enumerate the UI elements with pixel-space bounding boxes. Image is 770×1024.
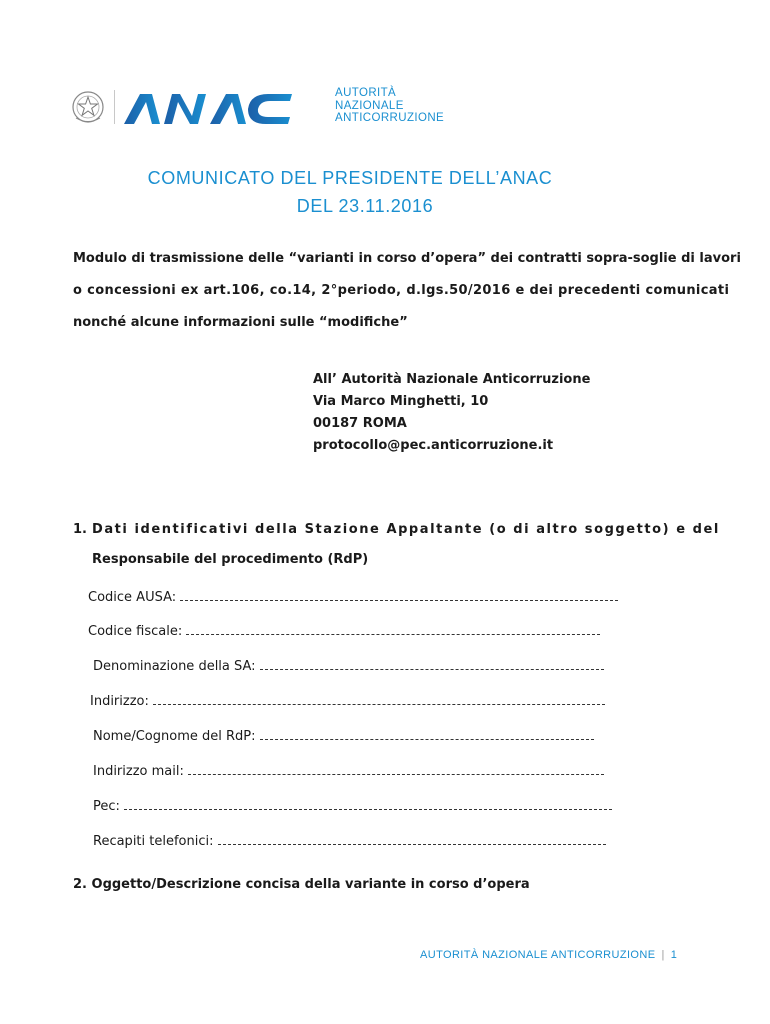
logo-text-line: AUTORITÀ [335,87,397,99]
field-codice-ausa [88,590,618,605]
document-title-date: DEL 23.11.2016 [296,196,434,216]
address-line: Via Marco Minghetti, 10 [313,394,489,409]
field-label: Codice AUSA: [88,590,177,605]
recapiti-input[interactable] [218,834,606,845]
section-1-heading: Dati identificativi della Stazione Appaltante (o di altro soggetto) e del [92,522,720,537]
section-2-number: 2. [73,877,87,892]
anac-wordmark-icon [122,90,328,126]
address-email: protocollo@pec.anticorruzione.it [313,438,554,453]
field-indirizzo-mail [93,764,604,779]
footer-label: AUTORITÀ NAZIONALE ANTICORRUZIONE [420,949,656,961]
address-line: All’ Autorità Nazionale Anticorruzione [313,372,591,387]
logo-text-line: ANTICORRUZIONE [335,112,445,124]
document-title: COMUNICATO DEL PRESIDENTE DELL’ANAC [147,168,553,188]
page-footer [420,949,677,961]
anac-logo [70,86,445,130]
codice-fiscale-input[interactable] [186,624,600,635]
field-label: Recapiti telefonici: [93,834,214,849]
logo-text [335,87,444,125]
section-1-number: 1. [73,522,87,537]
italian-emblem-icon [70,88,106,126]
field-label: Nome/Cognome del RdP: [93,729,256,744]
indirizzo-mail-input[interactable] [188,764,604,775]
field-label: Indirizzo: [90,694,149,709]
address-line: 00187 ROMA [313,416,407,431]
nome-rdp-input[interactable] [260,729,594,740]
field-recapiti [93,834,606,849]
codice-ausa-input[interactable] [180,590,618,601]
denominazione-input[interactable] [260,659,604,670]
field-label: Indirizzo mail: [93,764,184,779]
section-2-heading [73,877,530,892]
field-nome-rdp [93,729,594,744]
page-number: 1 [670,949,678,961]
intro-line-3: nonché alcune informazioni sulle “modifiche” [73,315,408,330]
footer-separator: | [661,949,665,961]
section-1-heading-cont: Responsabile del procedimento (RdP) [92,552,369,567]
logo-text-line: NAZIONALE [335,99,404,112]
field-indirizzo [90,694,605,709]
field-label: Denominazione della SA: [93,659,256,674]
recipient-address [313,369,590,457]
field-pec [93,799,612,814]
field-denominazione [93,659,604,674]
field-codice-fiscale [88,624,600,639]
field-label: Pec: [93,799,120,814]
field-label: Codice fiscale: [88,624,183,639]
intro-line-1: Modulo di trasmissione delle “varianti in corso d’opera” dei contratti sopra-soglie di lavori [73,251,741,266]
logo-divider [114,90,115,124]
indirizzo-input[interactable] [153,694,605,705]
section-2-label: Oggetto/Descrizione concisa della variante in corso d’opera [91,877,530,892]
intro-line-2: o concessioni ex art.106, co.14, 2°periodo, d.lgs.50/2016 e dei precedenti comunicati [73,283,730,298]
pec-input[interactable] [124,799,612,810]
